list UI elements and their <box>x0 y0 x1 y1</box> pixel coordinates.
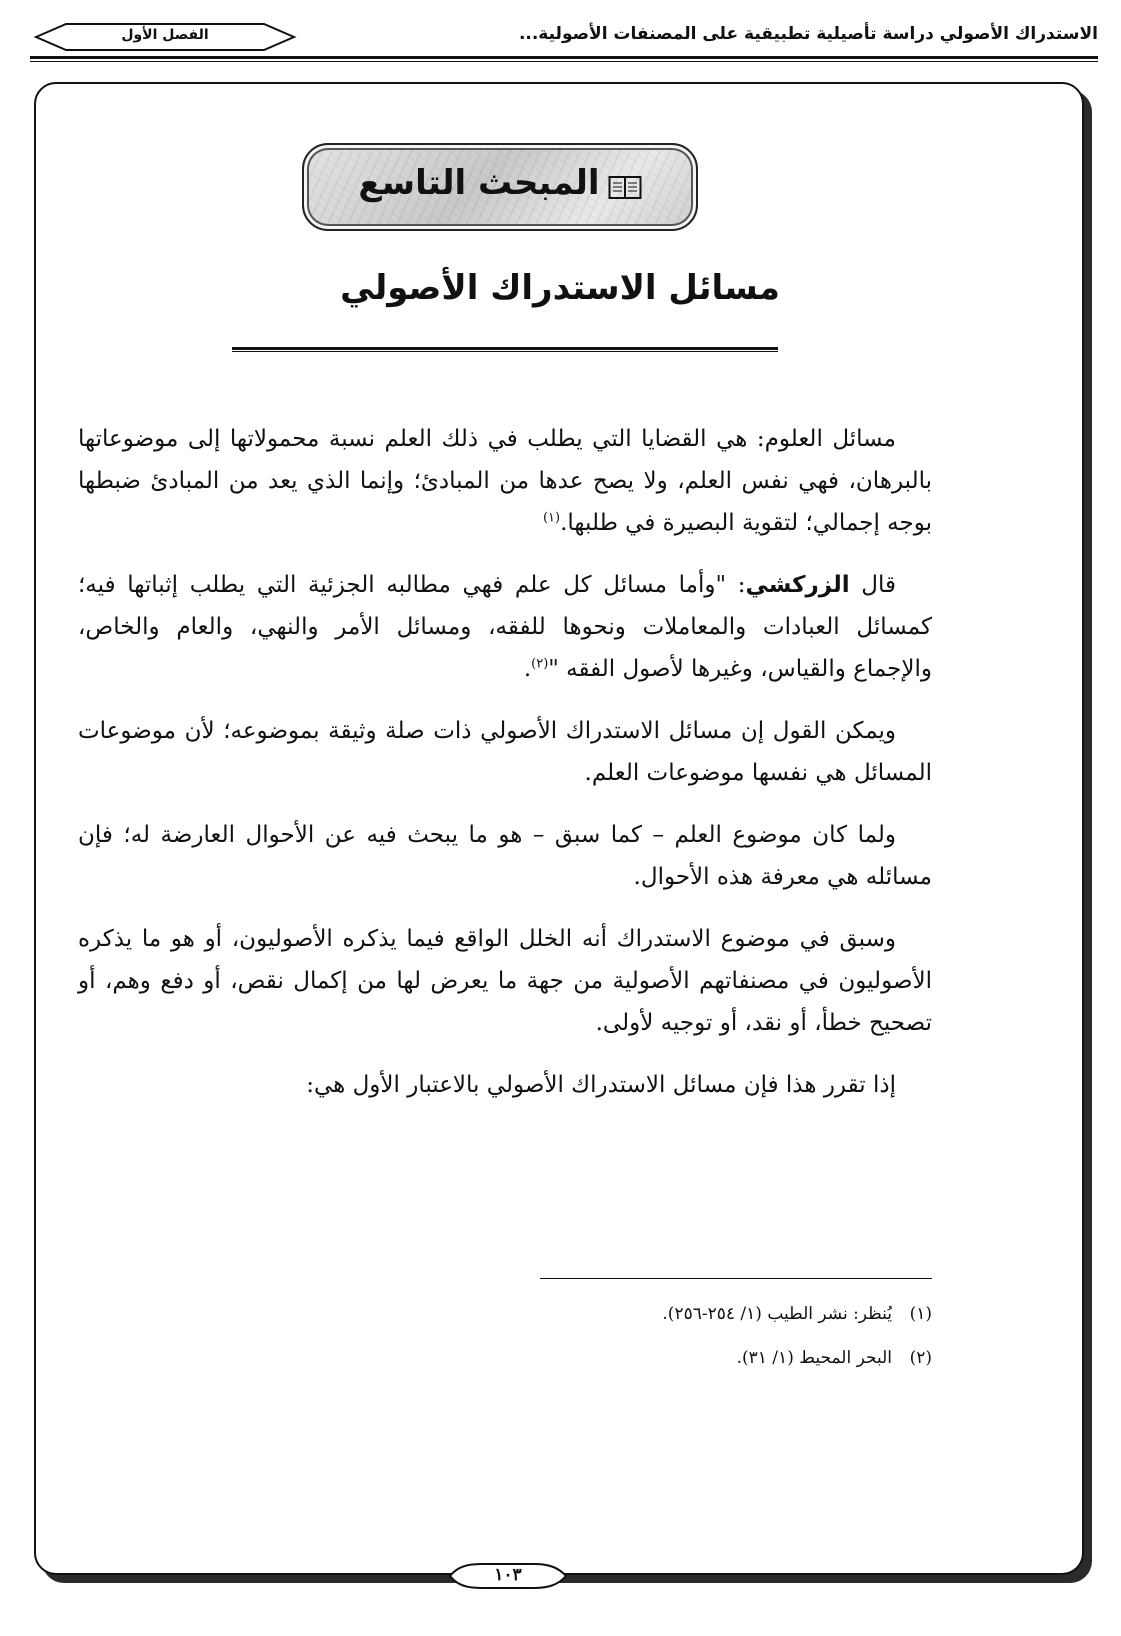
footnotes <box>78 1292 932 1380</box>
page-number: ١٠٣ <box>494 1565 522 1585</box>
paragraph-2: قال الزركشي: "وأما مسائل كل علم فهي مطالبه الجزئية التي يطلب إثباتها فيه؛ كمسائل العبادات والمعاملات ونحوها للفقه، ومسائل الأمر والنهي، والعام والخاص، والإجماع والقياس، وغيرها لأصول الفقه "$^{(٢)}$. <box>78 572 932 682</box>
footnote-ref-1[interactable]: (١) <box>542 510 561 526</box>
chapter-label: الفصل الأول <box>121 27 209 43</box>
paragraph-5: وسبق في موضوع الاستدراك أنه الخلل الواقع فيما يذكره الأصوليون، أو هو ما يذكره الأصوليون في مصنفاتهم الأصولية من جهة ما يعرض لها من إكمال نقص، أو دفع وهم، أو تصحيح خطأ، أو نقد، أو توجيه لأولى. <box>78 926 932 1036</box>
section-title: مسائل الاستدراك الأصولي <box>340 268 780 308</box>
page-number-tab <box>446 1561 570 1591</box>
book-title: الاستدراك الأصولي دراسة تأصيلية تطبيقية على المصنفات الأصولية... <box>518 24 1098 44</box>
paragraph-6: إذا تقرر هذا فإن مسائل الاستدراك الأصولي بالاعتبار الأول هي: <box>306 1072 896 1098</box>
footnote-1: (١)يُنظر: نشر الطيب (١/ ٢٥٤-٢٥٦). <box>662 1304 932 1324</box>
running-header <box>30 18 1098 52</box>
body-text <box>78 418 932 1126</box>
paragraph-3: ويمكن القول إن مسائل الاستدراك الأصولي ذات صلة وثيقة بموضوعه؛ لأن موضوعات المسائل هي نفسها موضوعات العلم. <box>78 718 932 786</box>
paragraph-1: مسائل العلوم: هي القضايا التي يطلب في ذلك العلم نسبة محمولاتها إلى موضوعاتها بالبرهان، فهي نفس العلم، ولا يصح عدها من المبادئ؛ وإنما الذي يعد من المبادئ ضبطها بوجه إجمالي؛ لتقوية البصيرة في طلبها.$^{(١)}$ <box>78 426 932 536</box>
chapter-tab <box>30 22 300 52</box>
section-number: المبحث التاسع <box>358 163 600 203</box>
header-rule <box>30 56 1098 64</box>
paragraph-4: ولما كان موضوع العلم – كما سبق – هو ما يبحث فيه عن الأحوال العارضة له؛ فإن مسائله هي معرفة هذه الأحوال. <box>78 822 932 890</box>
title-rule <box>232 347 778 353</box>
footnote-rule <box>540 1278 932 1279</box>
footnote-ref-2[interactable]: (٢) <box>531 656 549 672</box>
scholar-name: الزركشي <box>745 572 850 598</box>
footnote-2: (٢)البحر المحيط (١/ ٣١). <box>736 1348 932 1368</box>
book-icon <box>608 175 642 205</box>
section-plaque <box>302 143 698 231</box>
